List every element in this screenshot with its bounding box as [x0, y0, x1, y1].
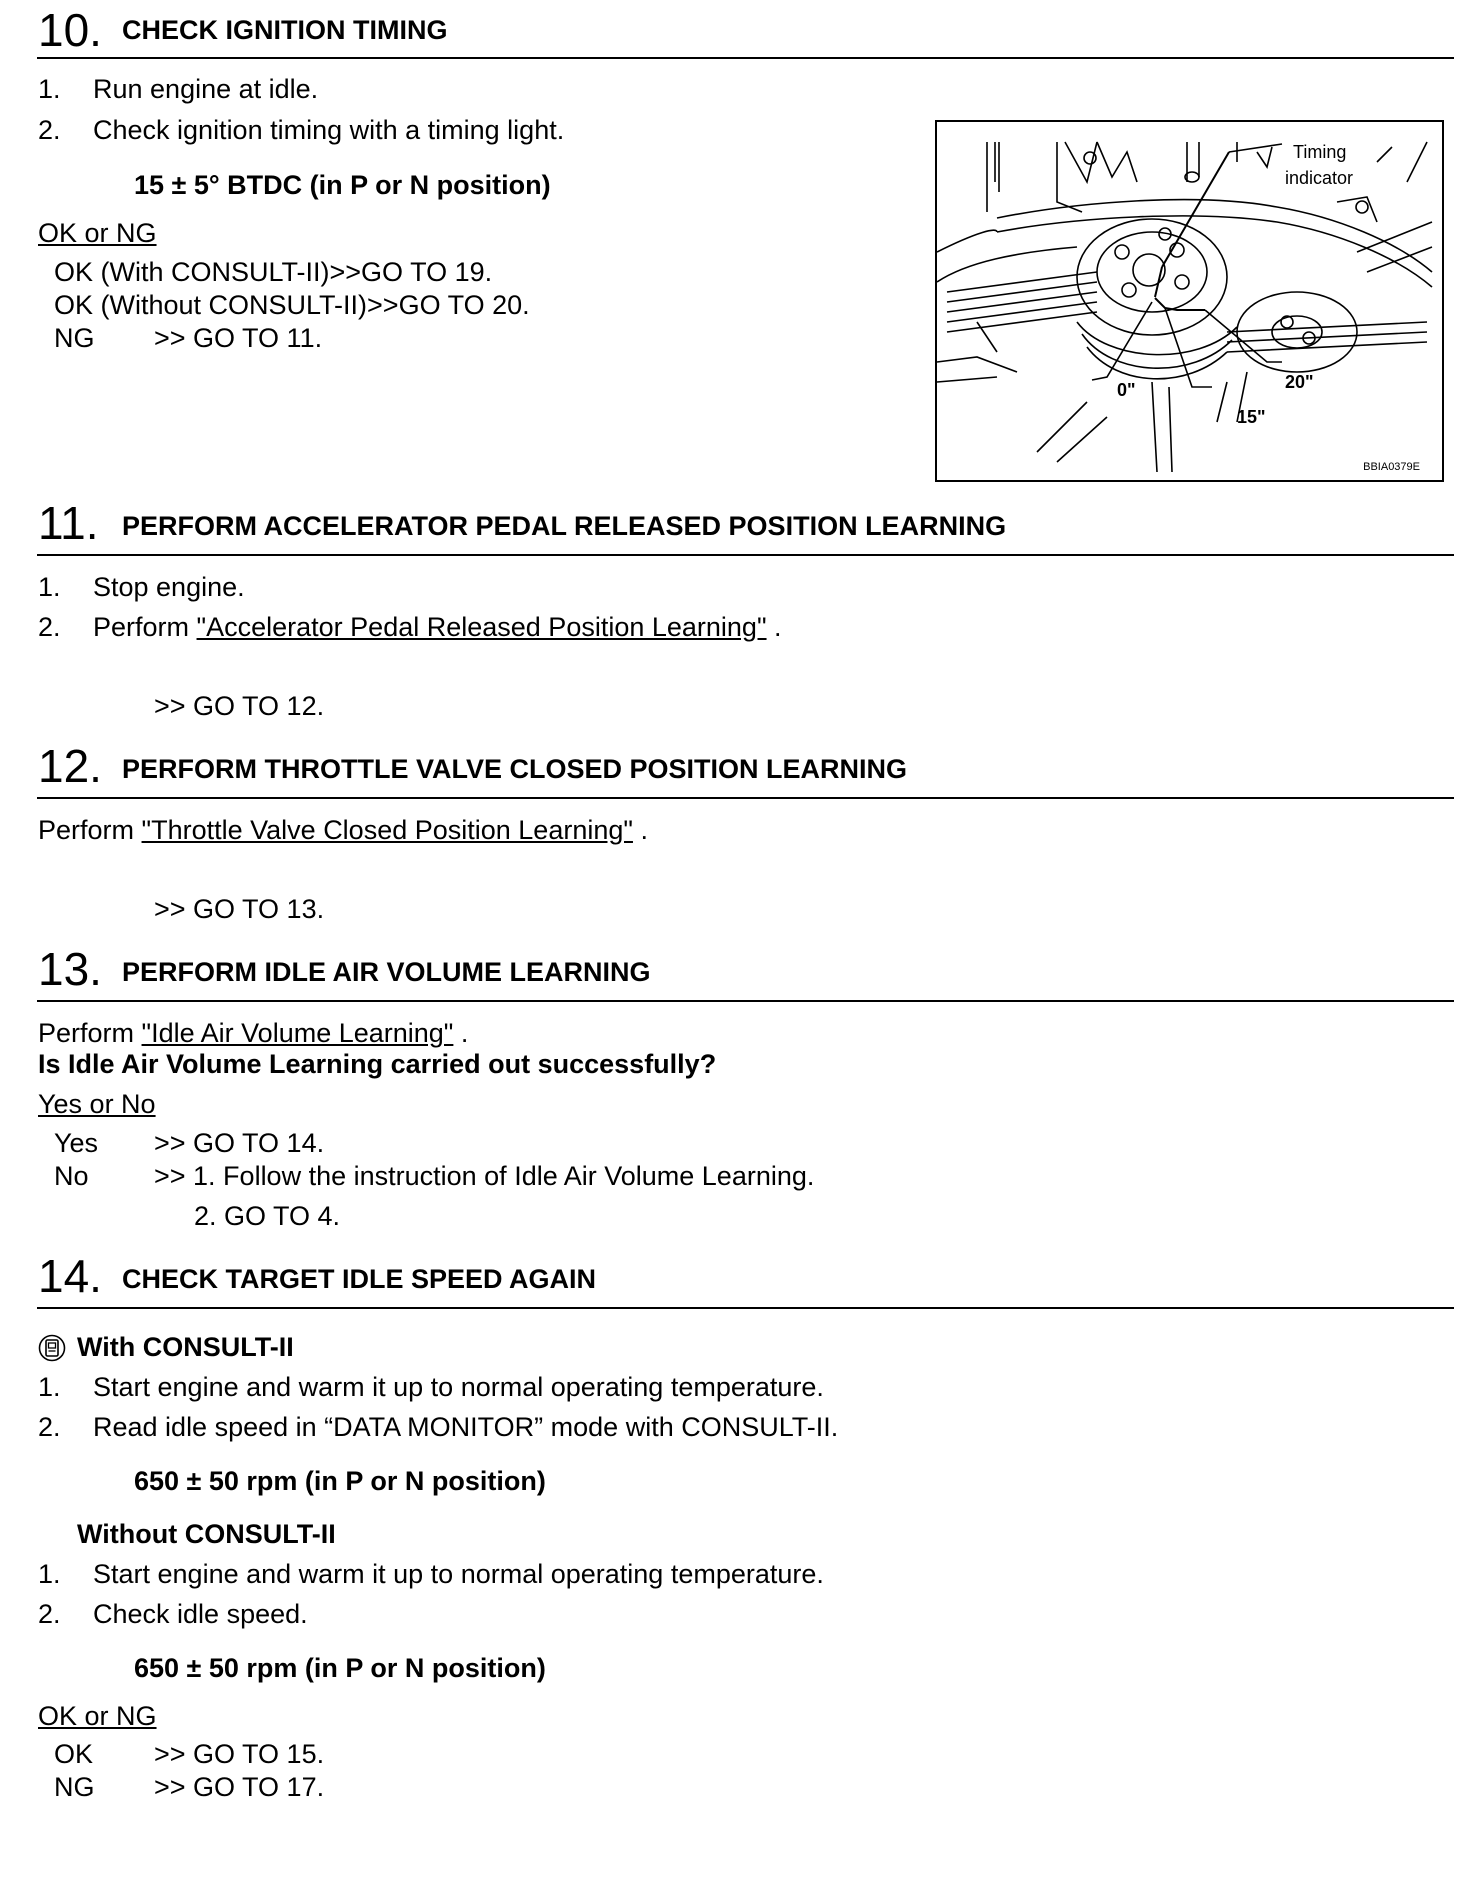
without-consult-spec: 650 ± 50 rpm (in P or N position) [134, 1653, 546, 1683]
section-13-result-yes-value: >> GO TO 14. [154, 1128, 325, 1158]
section-12-title: PERFORM THROTTLE VALVE CLOSED POSITION LEARNING [122, 754, 908, 784]
without-consult-step-1-number: 1. [38, 1559, 61, 1589]
section-11-step-1-text: Stop engine. [93, 572, 245, 602]
section-14-title: CHECK TARGET IDLE SPEED AGAIN [122, 1264, 597, 1294]
section-10-step-1-number: 1. [38, 74, 61, 104]
timing-indicator-label-line1: Timing [1293, 142, 1347, 162]
section-12-rule [37, 797, 1454, 799]
without-consult-step-1-text: Start engine and warm it up to normal operating temperature. [93, 1559, 824, 1589]
with-consult-step-1-text: Start engine and warm it up to normal operating temperature. [93, 1372, 824, 1402]
section-14-result-ok-value: >> GO TO 15. [154, 1739, 325, 1769]
without-consult-heading: Without CONSULT-II [77, 1519, 336, 1549]
timing-figure [935, 120, 1444, 482]
section-11-goto: >> GO TO 12. [154, 691, 325, 721]
section-13-result-no-continued: 2. GO TO 4. [194, 1201, 341, 1231]
section-12-number: 12. [38, 740, 102, 792]
section-11-step-2-number: 2. [38, 612, 61, 642]
section-13-line [38, 1017, 468, 1049]
section-11-title: PERFORM ACCELERATOR PEDAL RELEASED POSITION LEARNING [122, 511, 1007, 541]
section-13-suffix: . [453, 1018, 469, 1048]
section-13-title: PERFORM IDLE AIR VOLUME LEARNING [122, 957, 651, 987]
accelerator-pedal-learning-link[interactable]: "Accelerator Pedal Released Position Learning" [196, 612, 767, 642]
section-12-line [38, 814, 648, 846]
with-consult-step-1-number: 1. [38, 1372, 61, 1402]
idle-air-volume-learning-link[interactable]: "Idle Air Volume Learning" [141, 1018, 454, 1048]
section-14-number: 14. [38, 1250, 102, 1302]
section-11-step-2-suffix: . [766, 612, 782, 642]
section-10-result-ok-consult: OK (With CONSULT-II)>>GO TO 19. [54, 257, 493, 287]
section-12-goto: >> GO TO 13. [154, 894, 325, 924]
section-10-result-ok-no-consult: OK (Without CONSULT-II)>>GO TO 20. [54, 290, 530, 320]
mark-20-label: 20" [1285, 372, 1314, 392]
throttle-valve-learning-link[interactable]: "Throttle Valve Closed Position Learning" [141, 815, 633, 845]
figure-code: BBIA0379E [1363, 461, 1420, 473]
section-14-rule [37, 1307, 1454, 1309]
section-11-rule [37, 554, 1454, 556]
section-11-step-2-prefix: Perform [93, 612, 197, 642]
timing-indicator-label-line2: indicator [1285, 168, 1354, 188]
section-13-question: Is Idle Air Volume Learning carried out successfully? [38, 1049, 717, 1079]
section-10-step-2-number: 2. [38, 115, 61, 145]
section-14-result-ok-key: OK [54, 1739, 94, 1769]
section-10-step-2-text: Check ignition timing with a timing light. [93, 115, 565, 145]
with-consult-step-2-text: Read idle speed in “DATA MONITOR” mode with CONSULT-II. [93, 1412, 839, 1442]
section-10-rule [37, 57, 1454, 59]
section-10-result-heading: OK or NG [38, 218, 157, 248]
section-13-result-no-value: >> 1. Follow the instruction of Idle Air Volume Learning. [154, 1161, 815, 1191]
with-consult-spec: 650 ± 50 rpm (in P or N position) [134, 1466, 546, 1496]
section-10-title: CHECK IGNITION TIMING [122, 15, 448, 45]
section-10-spec: 15 ± 5° BTDC (in P or N position) [134, 170, 551, 200]
section-14-result-ng-key: NG [54, 1772, 95, 1802]
section-13-number: 13. [38, 943, 102, 995]
consult-ii-icon [38, 1334, 66, 1362]
section-11-step-2-line [93, 611, 782, 643]
section-12-suffix: . [632, 815, 648, 845]
section-10-number: 10. [38, 4, 102, 56]
without-consult-step-2-number: 2. [38, 1599, 61, 1629]
with-consult-step-2-number: 2. [38, 1412, 61, 1442]
section-14-result-heading: OK or NG [38, 1701, 157, 1731]
section-13-result-heading: Yes or No [38, 1089, 156, 1119]
section-14-result-ng-value: >> GO TO 17. [154, 1772, 325, 1802]
section-13-result-yes-key: Yes [54, 1128, 99, 1158]
section-13-prefix: Perform [38, 1018, 142, 1048]
section-12-prefix: Perform [38, 815, 142, 845]
section-10-step-1-text: Run engine at idle. [93, 74, 319, 104]
section-10-result-ng-key: NG [54, 323, 95, 353]
section-13-result-no-key: No [54, 1161, 89, 1191]
mark-15-label: 15" [1237, 407, 1266, 427]
without-consult-step-2-text: Check idle speed. [93, 1599, 308, 1629]
with-consult-heading: With CONSULT-II [77, 1332, 294, 1362]
mark-0-label: 0" [1117, 380, 1136, 400]
section-11-step-1-number: 1. [38, 572, 61, 602]
section-11-number: 11. [38, 497, 99, 549]
section-10-result-ng-value: >> GO TO 11. [154, 323, 323, 353]
engine-pulley-illustration [937, 122, 1441, 479]
section-13-rule [37, 1000, 1454, 1002]
